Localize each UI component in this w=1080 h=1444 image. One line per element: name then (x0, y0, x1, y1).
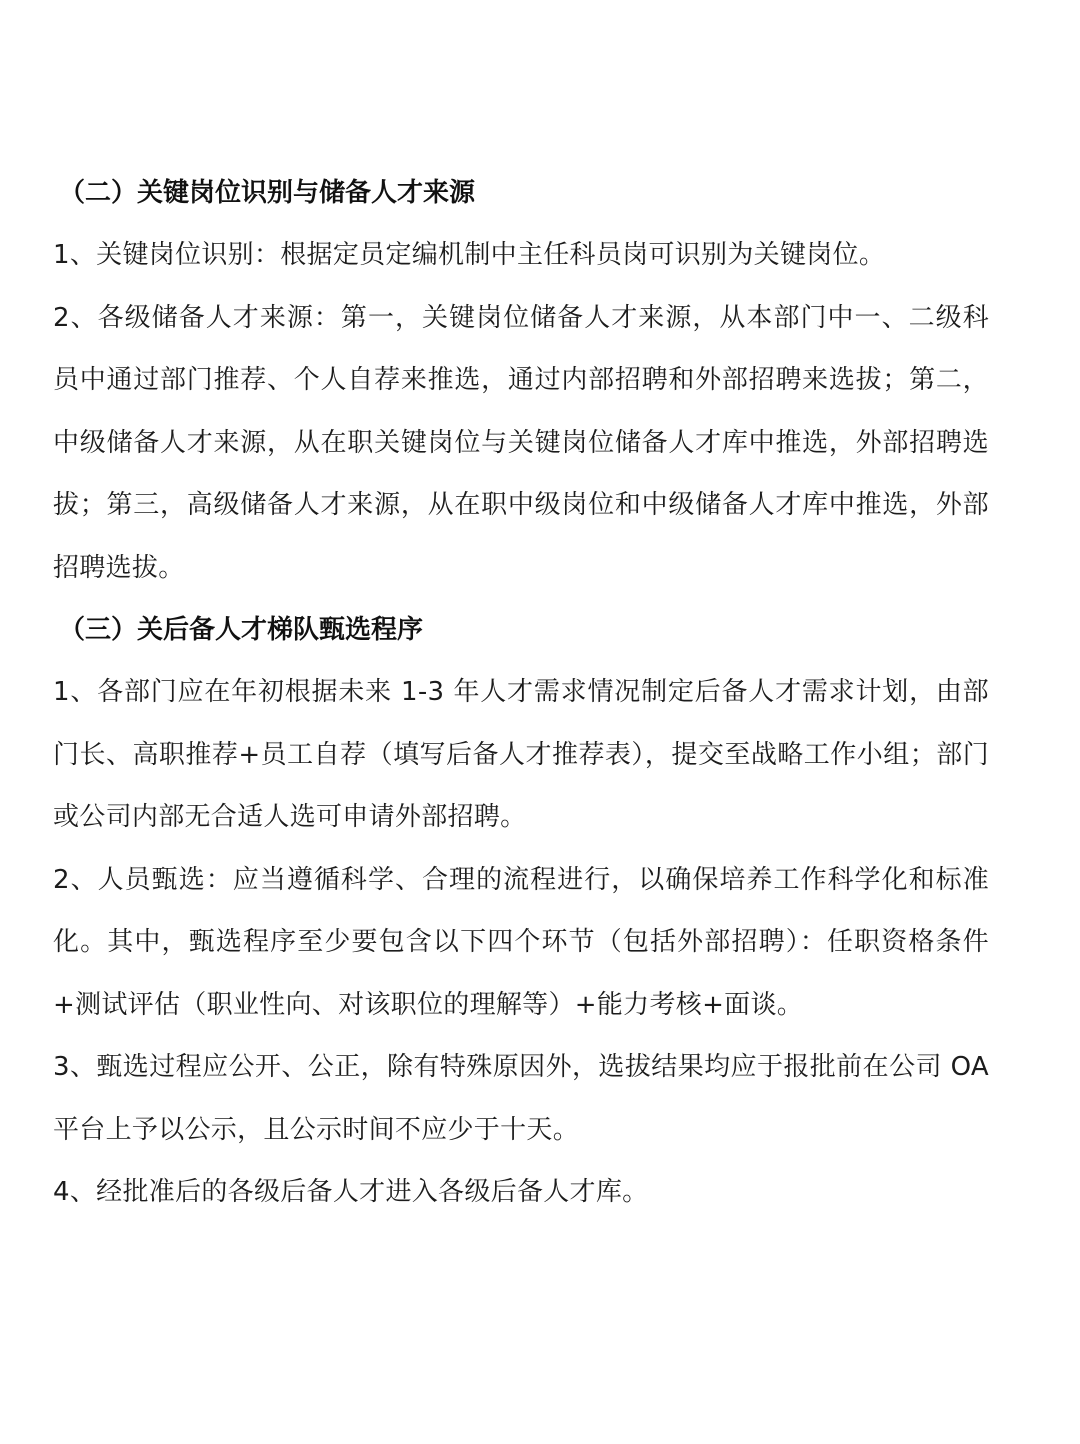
paragraph-public-announcement: 3、甄选过程应公开、公正，除有特殊原因外，选拔结果均应于报批前在公司 OA 平台上予以公示，且公示时间不应少于十天。 (53, 1052, 989, 1145)
paragraph-reserve-talent-sources: 2、各级储备人才来源：第一，关键岗位储备人才来源，从本部门中一、二级科员中通过部门推荐、个人自荐来推选，通过内部招聘和外部招聘来选拔；第二，中级储备人才来源，从在职关键岗位与关键岗位储备人才库中推选，外部招聘选拔；第三，高级储备人才来源，从在职中级岗位和中级储备人才库中推选，外部招聘选拔。 (53, 302, 989, 583)
document-body (53, 162, 989, 1224)
paragraph-demand-plan: 1、各部门应在年初根据未来 1-3 年人才需求情况制定后备人才需求计划，由部门长、高职推荐+员工自荐（填写后备人才推荐表），提交至战略工作小组；部门或公司内部无合适人选可申请外部招聘。 (53, 677, 989, 832)
paragraph-key-position-identification: 1、关键岗位识别：根据定员定编机制中主任科员岗可识别为关键岗位。 (53, 240, 886, 270)
paragraph-talent-pool: 4、经批准后的各级后备人才进入各级后备人才库。 (53, 1177, 649, 1207)
section-heading-key-positions: （二）关键岗位识别与储备人才来源 (59, 178, 476, 208)
paragraph-personnel-selection: 2、人员甄选：应当遵循科学、合理的流程进行，以确保培养工作科学化和标准化。其中，甄选程序至少要包含以下四个环节（包括外部招聘）：任职资格条件+测试评估（职业性向、对该职位的理解等）+能力考核+面谈。 (53, 864, 989, 1020)
section-heading-selection-procedure: （三）关后备人才梯队甄选程序 (59, 615, 424, 645)
